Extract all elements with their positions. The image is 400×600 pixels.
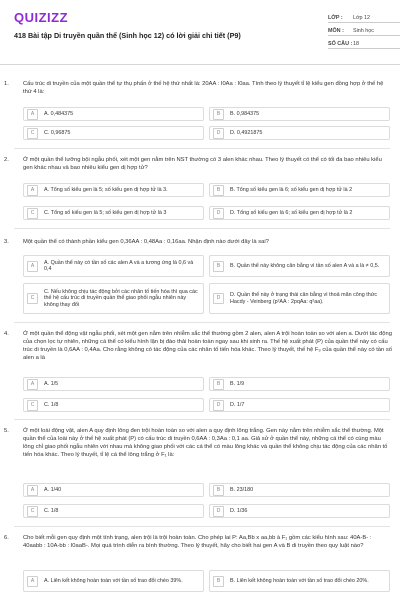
option-text: C. Tổng số kiểu gen là 5; số kiểu gen dị hợp tử là 3 [44,209,167,216]
question-text: Ở một loài động vật, alen A quy định lông đen trội hoàn toàn so với alen a quy định lông trắng. Gen này nằm trên nhiễm sắc thể thường. Một quần thể của loài này ở thế hệ xuất phát (P) có cấu trúc di truyền 0,6AA : 0,3Aa : 0,1 aa. Giả sử ở quần thể này, những cá thể có cùng màu lông chỉ giao phối ngẫu nhiên với nhau mà không giao phối với các cá thể có màu lông khác và quần thể không chịu tác động của các nhân tố tiến hóa khác. Theo lý thuyết, tỉ lệ cá thể lông trắng ở F₁ là: [23,428,388,458]
option-text: C. 1/8 [44,401,59,408]
option-letter: C [27,293,38,304]
option-a[interactable] [23,377,204,391]
option-c[interactable] [23,398,204,412]
option-a[interactable] [23,255,204,277]
option-d[interactable] [209,504,390,518]
option-letter: A [27,379,38,390]
option-b[interactable] [209,377,390,391]
option-letter: D [213,208,224,219]
option-text: C. Nếu không chịu tác động bởi các nhân tố tiến hóa thì qua các thế hệ cấu trúc di truyền quần thể giao phối ngẫu nhiên này không thay đổi [44,288,198,308]
option-letter: B [213,379,224,390]
option-a[interactable] [23,107,204,121]
meta-label: LỚP : [328,15,343,21]
option-b[interactable] [209,570,390,592]
meta-row-subject [328,23,400,36]
meta-value: 18 [353,41,359,47]
option-b[interactable] [209,183,390,197]
option-text: D. 1/7 [230,401,245,408]
option-letter: C [27,506,38,517]
option-d[interactable] [209,126,390,140]
option-letter: A [27,109,38,120]
option-text: D. 0,4921875 [230,129,263,136]
option-text: A. 1/40 [44,486,62,493]
question-number: 1. [4,81,9,87]
option-letter: C [27,400,38,411]
option-letter: D [213,506,224,517]
question-divider [14,419,390,420]
option-text: D. Tổng số kiểu gen là 6; số kiểu gen dị hợp tử là 2 [230,209,353,216]
meta-row-class [328,10,400,23]
option-text: D. Quần thể này ở trạng thái cân bằng vì thoả mãn công thức Hacdy - Veinberg (p²AA : 2pqAa: q²aa). [230,292,378,305]
question-text: Ở một quần thể lưỡng bội ngẫu phối, xét một gen nằm trên NST thường có 3 alen khác nhau. Theo lý thuyết có thể có tối đa bao nhiêu kiểu gen khác nhau và bao nhiêu kiểu gen dị hợp tử? [23,157,382,171]
question-number: 3. [4,239,9,245]
option-letter: D [213,400,224,411]
option-text: A. 1/5 [44,380,59,387]
option-d[interactable] [209,283,390,314]
question-divider [14,228,390,229]
option-text: B. 1/9 [230,380,245,387]
option-letter: A [27,185,38,196]
option-letter: D [213,293,224,304]
option-text: B. 0,984375 [230,110,260,117]
option-a[interactable] [23,483,204,497]
option-letter: A [27,576,38,587]
option-letter: A [27,485,38,496]
option-letter: C [27,208,38,219]
option-text: C. 0,96875 [44,129,71,136]
question-text: Cho biết mỗi gen quy định một tính trạng, alen trội là trội hoàn toàn. Cho phép lai P: Aa,Bb x aa,bb à F₁ gồm các kiểu hình sau: 40A-B- : 40aabb : 10A-bb : I0aaB-. Mọi quá trình diễn ra bình thường. Theo lý thuyết, hãy cho biết hai gen A và B di truyền theo quy luật nào? [23,535,372,549]
question-divider [14,322,390,323]
meta-value: Sinh học [353,28,374,34]
meta-label: MÔN : [328,28,344,34]
meta-row-count [328,36,400,49]
header-divider [0,64,400,65]
option-b[interactable] [209,483,390,497]
option-a[interactable] [23,183,204,197]
question-text: Một quần thể có thành phần kiểu gen 0,36AA : 0,48Aa : 0,16aa. Nhận định nào dưới đây là sai? [23,239,269,245]
meta-value: Lớp 12 [353,15,371,21]
option-d[interactable] [209,398,390,412]
option-letter: B [213,576,224,587]
option-d[interactable] [209,206,390,220]
option-letter: B [213,261,224,272]
option-text: A. Tổng số kiểu gen là 5; số kiểu gen dị hợp tử là 3. [44,186,168,193]
question-number: 5. [4,428,9,434]
question-number: 2. [4,157,9,163]
option-letter: B [213,109,224,120]
header [10,0,390,62]
option-text: B. Tổng số kiểu gen là 6; số kiểu gen dị hợp tử là 2 [230,186,353,193]
option-a[interactable] [23,570,204,592]
option-letter: B [213,185,224,196]
option-text: A. 0,484375 [44,110,74,117]
meta-label: SỐ CÂU : [328,41,353,47]
option-text: C. 1/8 [44,507,59,514]
option-text: D. 1/36 [230,507,248,514]
option-b[interactable] [209,107,390,121]
option-c[interactable] [23,126,204,140]
question-number: 6. [4,535,9,541]
option-letter: B [213,485,224,496]
page-title: 418 Bài tập Di truyền quần thể (Sinh học 12) có lời giải chi tiết (P9) [14,31,241,40]
option-c[interactable] [23,504,204,518]
question-divider [14,526,390,527]
option-letter: C [27,128,38,139]
option-text: A. Quần thể này có tần số các alen A và a tương ứng là 0,6 và 0,4 [44,259,194,272]
option-text: A. Liên kết không hoàn toàn với tần số trao đổi chéo 39%. [44,577,183,584]
option-b[interactable] [209,255,390,277]
option-letter: D [213,128,224,139]
quizizz-logo: QUIZIZZ [14,10,69,25]
option-text: B. Quần thể này không cân bằng vì tần số alen A và a là ≠ 0,5. [230,262,380,269]
option-letter: A [27,261,38,272]
option-text: B. Liên kết không hoàn toàn với tần số trao đổi chéo 20%. [230,577,369,584]
question-text: Cấu trúc di truyền của một quần thể tự thụ phấn ở thế hệ thứ nhất là: 20AA : I0Aa : I0aa. Tính theo lý thuyết tỉ lệ kiểu gen đồng hợp ở thế hệ thứ 4 là: [23,81,384,95]
option-text: B. 23/180 [230,486,254,493]
question-divider [14,148,390,149]
question-number: 4. [4,331,9,337]
option-c[interactable] [23,283,204,314]
meta-box [328,10,400,49]
question-text: Ở một quần thể động vật ngẫu phối, xét một gen nằm trên nhiễm sắc thể thường gồm 2 alen, alen A trội hoàn toàn so với alen a. Dưới tác động của chọn lọc tự nhiên, những cá thể có kiểu hình lặn bị đào thải hoàn toàn ngay sau khi sinh ra. Thế hệ xuất phát (P) của quần thể này có cấu trúc di truyền là 0,6AA : 0,4Aa. Cho rằng không có tác động của các nhân tố tiến hóa khác. Theo lý thuyết, thế hệ F₃ của quần thể này có tần số alen a là [23,331,392,361]
option-c[interactable] [23,206,204,220]
